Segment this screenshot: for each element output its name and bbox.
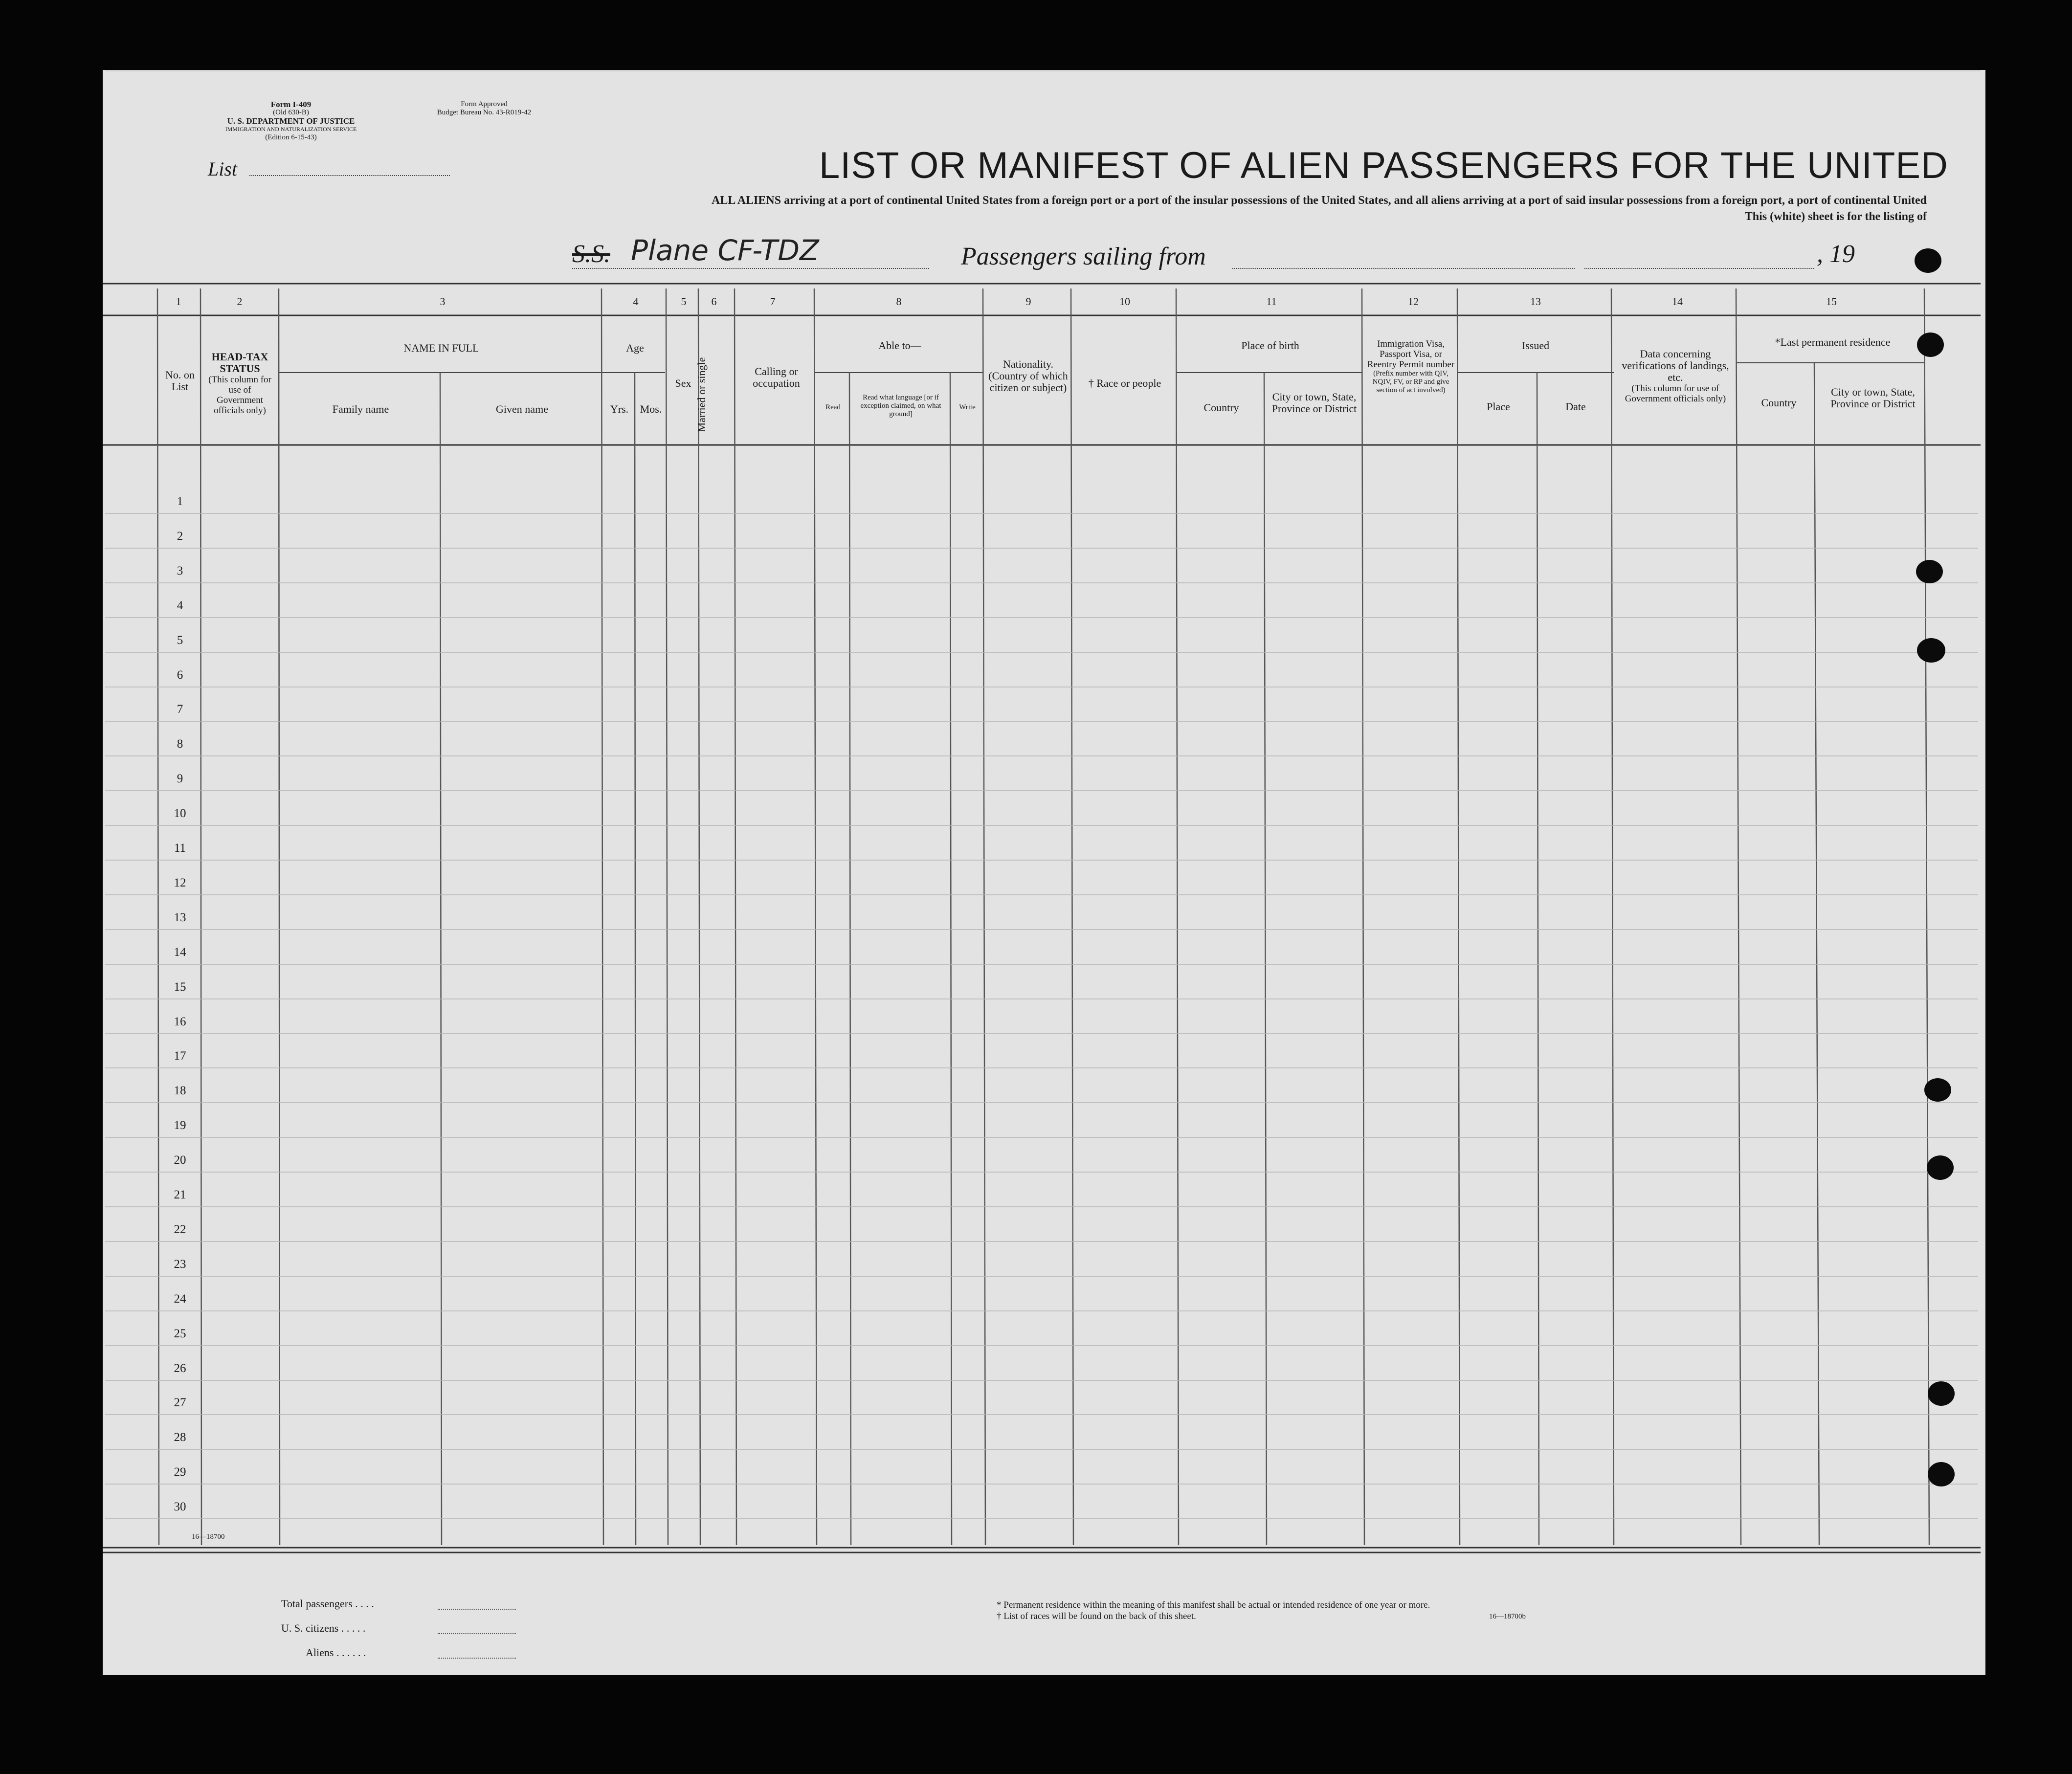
- data-concerning-note: (This column for use of Government officials only): [1625, 383, 1726, 404]
- col-write: Write: [959, 403, 976, 411]
- form-number: Form I-409: [270, 100, 312, 109]
- punch-hole: [1917, 638, 1945, 663]
- row-number: 8: [177, 737, 183, 751]
- column-number: 8: [896, 295, 902, 308]
- row-number: 12: [174, 876, 186, 889]
- row-number: 11: [174, 842, 186, 855]
- row-number: 1: [177, 495, 183, 508]
- column-number: 6: [711, 295, 717, 308]
- row-number: 20: [174, 1153, 186, 1167]
- row-number: 21: [174, 1188, 186, 1201]
- column-number: 1: [176, 295, 181, 308]
- column-number: 3: [440, 295, 446, 308]
- year-label: , 19: [1817, 240, 1855, 268]
- aliens-label: Aliens . . . . . .: [306, 1646, 366, 1659]
- row-number: 5: [177, 633, 183, 647]
- column-number: 12: [1408, 295, 1419, 308]
- footnote-residence: * Permanent residence within the meaning of this manifest shall be actual or intended residence of one year or more.: [997, 1600, 1430, 1610]
- row-number: 24: [174, 1292, 186, 1306]
- column-number: 2: [237, 295, 243, 308]
- col-head-tax: [204, 351, 275, 416]
- subtitle-line-2: This (white) sheet is for the listing of: [1744, 210, 1927, 223]
- col-last-residence: *Last permanent residence: [1775, 336, 1891, 348]
- col-sex: Sex: [675, 377, 691, 389]
- edition: (Edition 6-15-43): [265, 133, 317, 141]
- punch-hole: [1915, 248, 1941, 273]
- row-number: 22: [174, 1222, 186, 1236]
- row-number: 14: [174, 945, 186, 959]
- row-number: 9: [177, 772, 183, 786]
- row-number: 13: [174, 910, 186, 924]
- aliens-field[interactable]: [438, 1658, 516, 1659]
- row-number: 7: [177, 703, 183, 716]
- row-number: 6: [177, 668, 183, 682]
- row-number: 28: [174, 1431, 186, 1444]
- col-race: † Race or people: [1088, 377, 1161, 389]
- row-number: 25: [174, 1327, 186, 1340]
- row-number: 15: [174, 980, 186, 994]
- col-read-language: Read what language [or if exception claimed, on what ground]: [860, 394, 941, 418]
- print-code: 16—18700: [192, 1533, 225, 1541]
- column-number: 13: [1530, 295, 1541, 308]
- data-concerning-label: Data concerning verifications of landings, etc.: [1622, 348, 1729, 383]
- col-name-in-full: NAME IN FULL: [403, 342, 479, 354]
- visa-label: Immigration Visa, Passport Visa, or Reentry Permit number: [1367, 339, 1455, 370]
- col-age-yrs: Yrs.: [610, 403, 629, 415]
- col-visa: [1364, 339, 1457, 395]
- visa-note: (Prefix number with QIV, NQIV, FV, or RP and give section of act involved): [1372, 370, 1449, 394]
- punch-hole: [1924, 1078, 1951, 1102]
- row-number: 23: [174, 1257, 186, 1271]
- column-number: 9: [1025, 295, 1031, 308]
- budget-number: Budget Bureau No. 43-R019-42: [437, 109, 532, 116]
- col-read: Read: [825, 403, 841, 411]
- row-number: 30: [174, 1500, 186, 1514]
- col-no-on-list: No. on List: [165, 369, 195, 393]
- column-number: 14: [1672, 295, 1683, 308]
- department: U. S. DEPARTMENT OF JUSTICE: [227, 116, 355, 126]
- footnote-races: † List of races will be found on the back of this sheet.: [997, 1611, 1196, 1621]
- col-given-name: Given name: [496, 403, 548, 415]
- col-able-to: Able to—: [878, 339, 921, 352]
- col-nationality: Nationality. (Country of which citizen or subject): [988, 358, 1068, 394]
- column-number: 15: [1826, 295, 1837, 308]
- subtitle-line-1: ALL ALIENS arriving at a port of continental United States from a foreign port or a port of the insular possessions of the United States, and all aliens arriving at a port of said insular possessions from a foreign port, a port of continental United: [712, 194, 1927, 207]
- col-family-name: Family name: [332, 403, 389, 415]
- column-number: 4: [633, 295, 639, 308]
- col-age-mos: Mos.: [640, 403, 662, 415]
- col-birth-country: Country: [1203, 401, 1239, 414]
- col-age: Age: [626, 342, 644, 354]
- col-place-of-birth: Place of birth: [1241, 339, 1299, 352]
- col-married-single: Married or single: [695, 357, 708, 432]
- punch-hole: [1928, 1462, 1955, 1486]
- column-number: 7: [770, 295, 776, 308]
- service: IMMIGRATION AND NATURALIZATION SERVICE: [225, 126, 357, 133]
- vessel-name-handwritten[interactable]: Plane CF-TDZ: [631, 234, 819, 267]
- row-number: 18: [174, 1084, 186, 1098]
- passengers-sailing-label: Passengers sailing from: [961, 243, 1206, 270]
- col-residence-country: Country: [1761, 397, 1797, 409]
- row-number: 26: [174, 1361, 186, 1375]
- col-residence-city: City or town, State, Province or District: [1830, 386, 1916, 410]
- form-approved: Form Approved: [461, 100, 508, 108]
- list-label: List: [208, 158, 238, 180]
- col-calling: Calling or occupation: [753, 365, 800, 389]
- column-number: 5: [681, 295, 687, 308]
- total-passengers-label: Total passengers . . . .: [281, 1597, 374, 1610]
- punch-hole: [1917, 333, 1944, 357]
- head-tax-label: HEAD-TAX STATUS: [211, 351, 268, 375]
- col-birth-city: City or town, State, Province or District: [1271, 391, 1357, 415]
- row-number: 17: [174, 1049, 186, 1063]
- row-number: 2: [177, 529, 183, 543]
- row-number: 4: [177, 599, 183, 612]
- column-number: 11: [1266, 295, 1277, 308]
- row-number: 27: [174, 1396, 186, 1410]
- us-citizens-label: U. S. citizens . . . . .: [281, 1622, 366, 1634]
- row-number: 3: [177, 564, 183, 577]
- col-issued: Issued: [1521, 339, 1550, 352]
- punch-hole: [1916, 560, 1943, 583]
- col-issued-place: Place: [1487, 400, 1510, 413]
- col-data-concerning: [1614, 348, 1737, 404]
- head-tax-note: (This column for use of Government officials only): [208, 375, 271, 416]
- form-old-number: (Old 630-B): [273, 109, 309, 116]
- punch-hole: [1927, 1155, 1954, 1180]
- column-number: 10: [1119, 295, 1130, 308]
- row-number: 29: [174, 1465, 186, 1479]
- row-number: 16: [174, 1015, 186, 1028]
- col-issued-date: Date: [1565, 400, 1586, 413]
- row-number: 10: [174, 807, 186, 820]
- print-code-b: 16—18700b: [1489, 1613, 1526, 1620]
- ss-label: S.S.: [572, 240, 610, 268]
- total-passengers-field[interactable]: [438, 1609, 516, 1610]
- us-citizens-field[interactable]: [438, 1633, 516, 1634]
- punch-hole: [1928, 1381, 1955, 1406]
- page-title: LIST OR MANIFEST OF ALIEN PASSENGERS FOR THE UNITED: [819, 145, 1948, 186]
- row-number: 19: [174, 1119, 186, 1132]
